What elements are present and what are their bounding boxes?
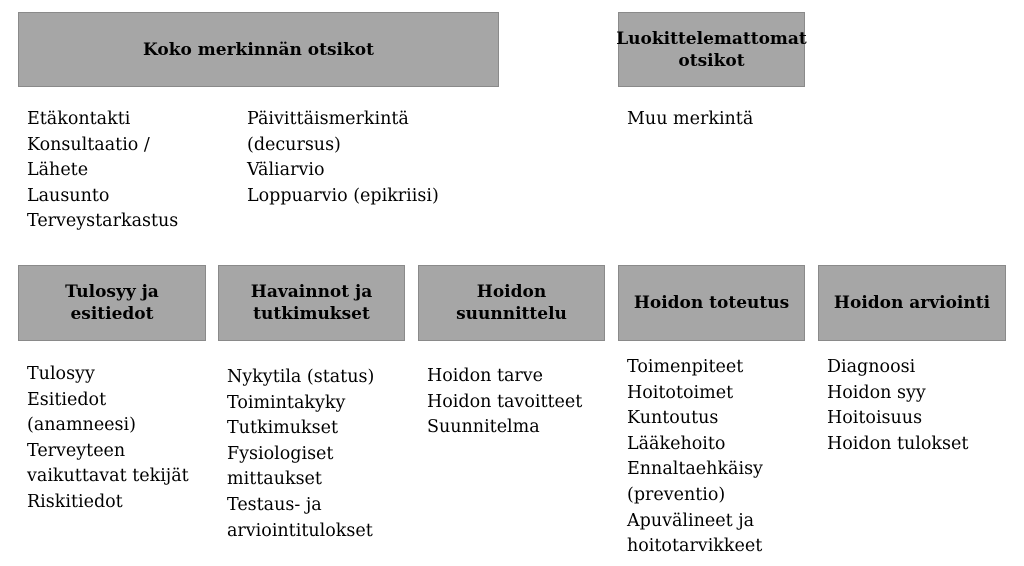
list-item: Terveyteen — [27, 440, 126, 461]
list-item: Lääkehoito — [627, 433, 726, 454]
header-koko-merkinnan-otsikot — [18, 12, 499, 87]
list-item: Apuvälineet ja — [627, 510, 755, 531]
header-toteutus-line1: Hoidon toteutus — [633, 293, 790, 313]
list-item: Muu merkintä — [627, 109, 754, 129]
list-item: Hoidon tulokset — [827, 433, 969, 454]
list-item: Terveystarkastus — [27, 211, 179, 232]
header-suunnittelu-line2: suunnittelu — [456, 304, 567, 324]
list-item: mittaukset — [227, 469, 322, 490]
list-item: Toimenpiteet — [627, 357, 744, 377]
list-item: Hoitotoimet — [627, 382, 734, 403]
header-tulosyy-ja-esitiedot — [18, 265, 206, 341]
koko-list-col1 — [27, 107, 178, 235]
list-item: arviointitulokset — [227, 520, 373, 541]
toteutus-list — [627, 355, 763, 560]
luokittelemattomat-list — [627, 107, 753, 133]
list-item: Tulosyy — [27, 364, 95, 384]
header-havainnot-line2: tutkimukset — [253, 304, 370, 324]
list-item: (decursus) — [247, 134, 341, 155]
arviointi-list — [827, 355, 968, 457]
list-item: Toimintakyky — [227, 392, 346, 413]
header-tulosyy-line1: Tulosyy ja — [65, 282, 159, 302]
list-item: Etäkontakti — [27, 109, 131, 129]
list-item: Lausunto — [27, 185, 110, 206]
list-item: Riskitiedot — [27, 491, 123, 512]
list-item: Hoidon tavoitteet — [427, 391, 583, 412]
list-item: Päivittäismerkintä — [247, 109, 409, 129]
havainnot-list — [227, 365, 374, 544]
list-item: (anamneesi) — [27, 415, 136, 436]
suunnittelu-list — [427, 364, 582, 441]
list-item: Tutkimukset — [227, 418, 339, 439]
koko-list-col2 — [247, 107, 439, 209]
header-luokittelemattomat-line1: Luokittelemattomat — [616, 28, 807, 49]
tulosyy-list — [27, 362, 189, 516]
header-suunnittelu-line1: Hoidon — [476, 282, 547, 302]
list-item: (preventio) — [627, 484, 726, 505]
header-havainnot-line1: Havainnot ja — [250, 282, 373, 302]
header-luokittelemattomat-otsikot — [618, 12, 805, 87]
list-item: Nykytila (status) — [227, 367, 375, 387]
header-hoidon-toteutus — [618, 265, 805, 341]
list-item: Fysiologiset — [227, 443, 334, 464]
list-item: Ennaltaehkäisy — [627, 459, 763, 480]
list-item: Loppuarvio (epikriisi) — [247, 185, 439, 206]
list-item: Hoitoisuus — [827, 408, 923, 429]
header-hoidon-arviointi — [818, 265, 1006, 341]
list-item: Hoidon tarve — [427, 366, 544, 386]
header-arviointi-line1: Hoidon arviointi — [833, 293, 991, 313]
list-item: vaikuttavat tekijät — [27, 466, 189, 487]
header-hoidon-suunnittelu — [418, 265, 605, 341]
header-koko-title: Koko merkinnän otsikot — [143, 39, 374, 60]
header-tulosyy-line2: esitiedot — [70, 304, 154, 324]
list-item: Suunnitelma — [427, 417, 540, 438]
list-item: Esitiedot — [27, 389, 107, 410]
list-item: Kuntoutus — [627, 408, 719, 429]
list-item: Diagnoosi — [827, 357, 916, 377]
list-item: Testaus- ja — [227, 494, 322, 515]
list-item: Väliarvio — [247, 160, 325, 181]
list-item: Lähete — [27, 160, 89, 181]
list-item: hoitotarvikkeet — [627, 536, 763, 557]
header-luokittelemattomat-line2: otsikot — [678, 50, 745, 71]
list-item: Konsultaatio / — [27, 134, 150, 155]
header-havainnot-ja-tutkimukset — [218, 265, 405, 341]
list-item: Hoidon syy — [827, 382, 926, 403]
